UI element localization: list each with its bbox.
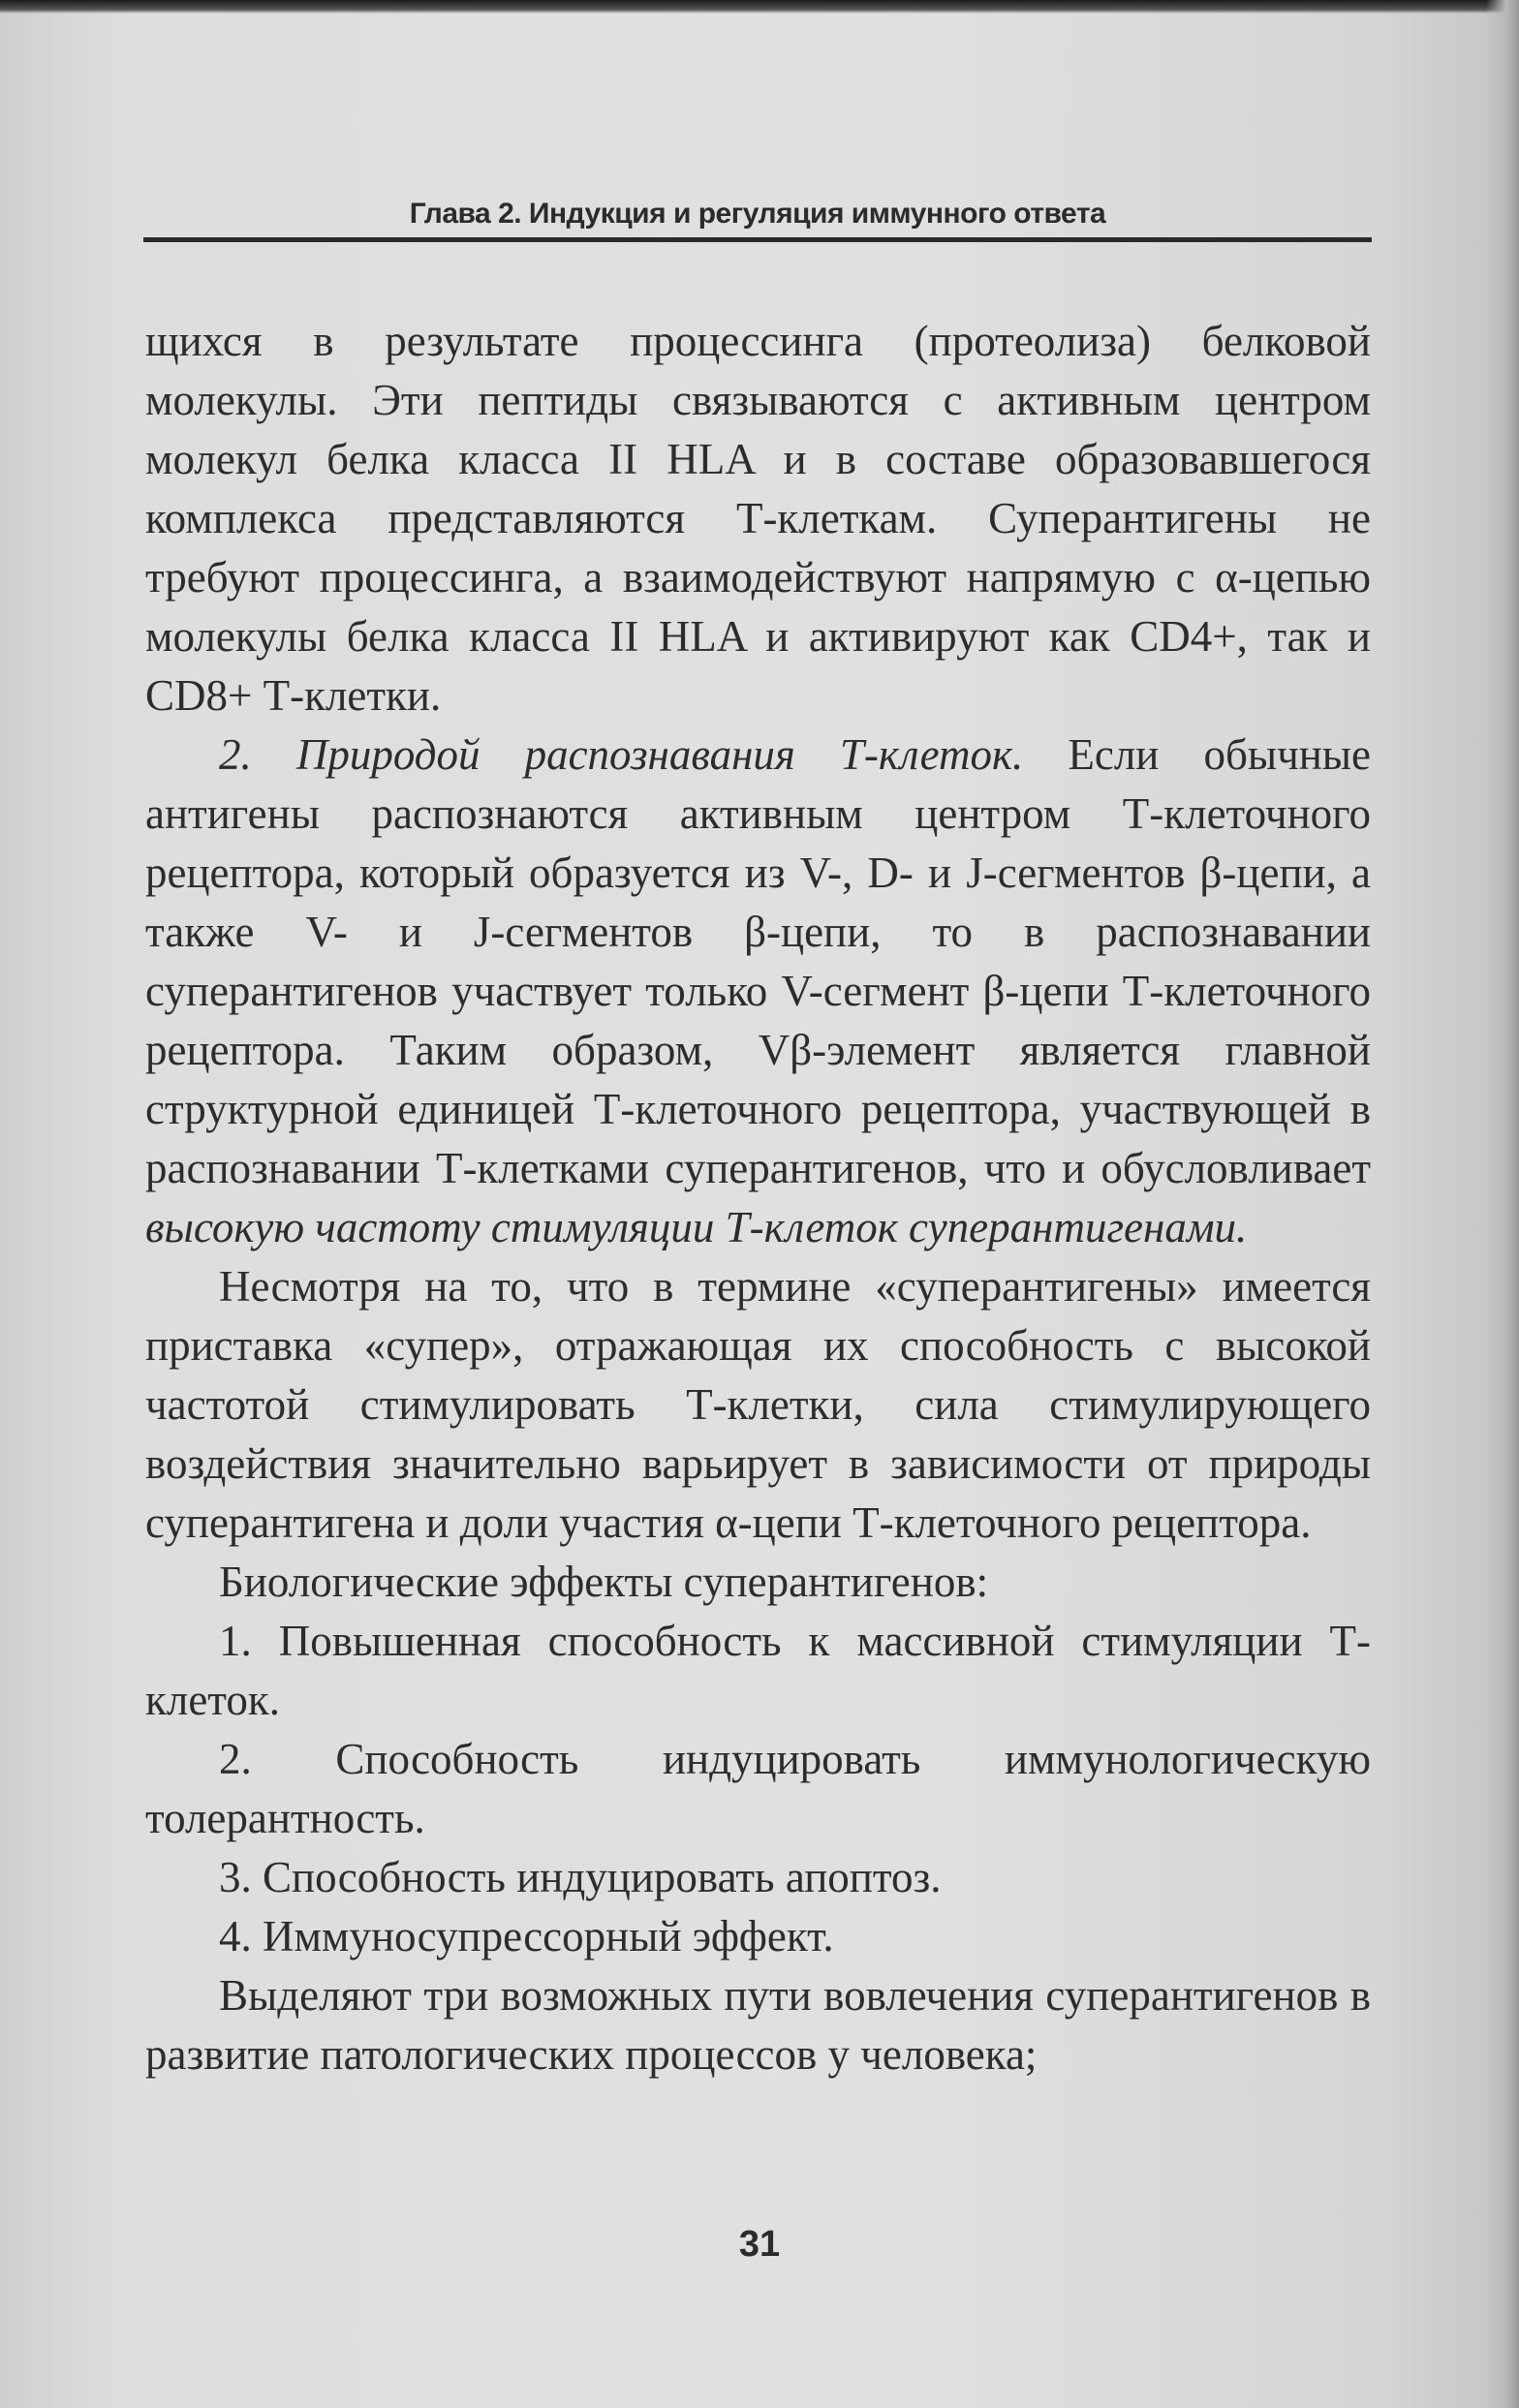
paragraph-super-prefix: Несмотря на то, что в термине «суперантигены» имеется приставка «супер», отражающая их способность с высокой частотой стимулировать Т-клетки, сила стимулирующего воздействия значительно варьирует в зависимости от природы суперантигена и доли участия α-цепи Т-клеточного рецептора. <box>145 1262 1371 1547</box>
page-top-shadow <box>0 0 1519 14</box>
page-binding-shadow <box>1486 0 1519 2408</box>
page-number: 31 <box>738 2224 781 2265</box>
paragraph-recognition <box>145 725 1371 1257</box>
paragraph-emphasis-italic: высокую частоту стимуляции Т-клеток суперантигенами. <box>145 1203 1248 1251</box>
paragraph-recognition-text: Если обычные антигены распознаются активным центром Т-клеточного рецептора, который образуется из V-, D- и J-сегментов β-цепи, а также V- и J-сегментов β-цепи, то в распознавании суперантигенов участвует только V-сегмент β-цепи Т-клеточного рецептора. Таким образом, Vβ-элемент является главной структурной единицей Т-клеточного рецептора, участвующей в распознавании Т-клетками суперантигенов, что и обусловливает <box>145 730 1371 1192</box>
list-item: 2. Способность индуцировать иммунологическую толерантность. <box>145 1735 1371 1842</box>
paragraph-pathways: Выделяют три возможных пути вовлечения суперантигенов в развитие патологических процессов у человека; <box>145 1971 1371 2079</box>
running-header <box>143 194 1372 242</box>
running-title: Глава 2. Индукция и регуляция иммунного ответа <box>409 198 1106 230</box>
list-item: 4. Иммуносупрессорный эффект. <box>219 1912 834 1960</box>
paragraph-continuation: щихся в результате процессинга (протеолиза) белковой молекулы. Эти пептиды связываются с активным центром молекул белка класса II HLA и в составе образовавшегося комплекса представляются Т-клеткам. Суперантигены не требуют процессинга, а взаимодействуют напрямую с α-цепью молекулы белка класса II HLA и активируют как CD4+, так и CD8+ Т-клетки. <box>145 317 1371 720</box>
paragraph-lead-italic: 2. Природой распознавания Т-клеток. <box>219 730 1024 779</box>
page-body <box>145 312 1371 2084</box>
list-item: 3. Способность индуцировать апоптоз. <box>219 1853 942 1901</box>
list-item: 1. Повышенная способность к массивной стимуляции Т-клеток. <box>145 1617 1371 1724</box>
paragraph-effects-heading: Биологические эффекты суперантигенов: <box>219 1558 989 1606</box>
